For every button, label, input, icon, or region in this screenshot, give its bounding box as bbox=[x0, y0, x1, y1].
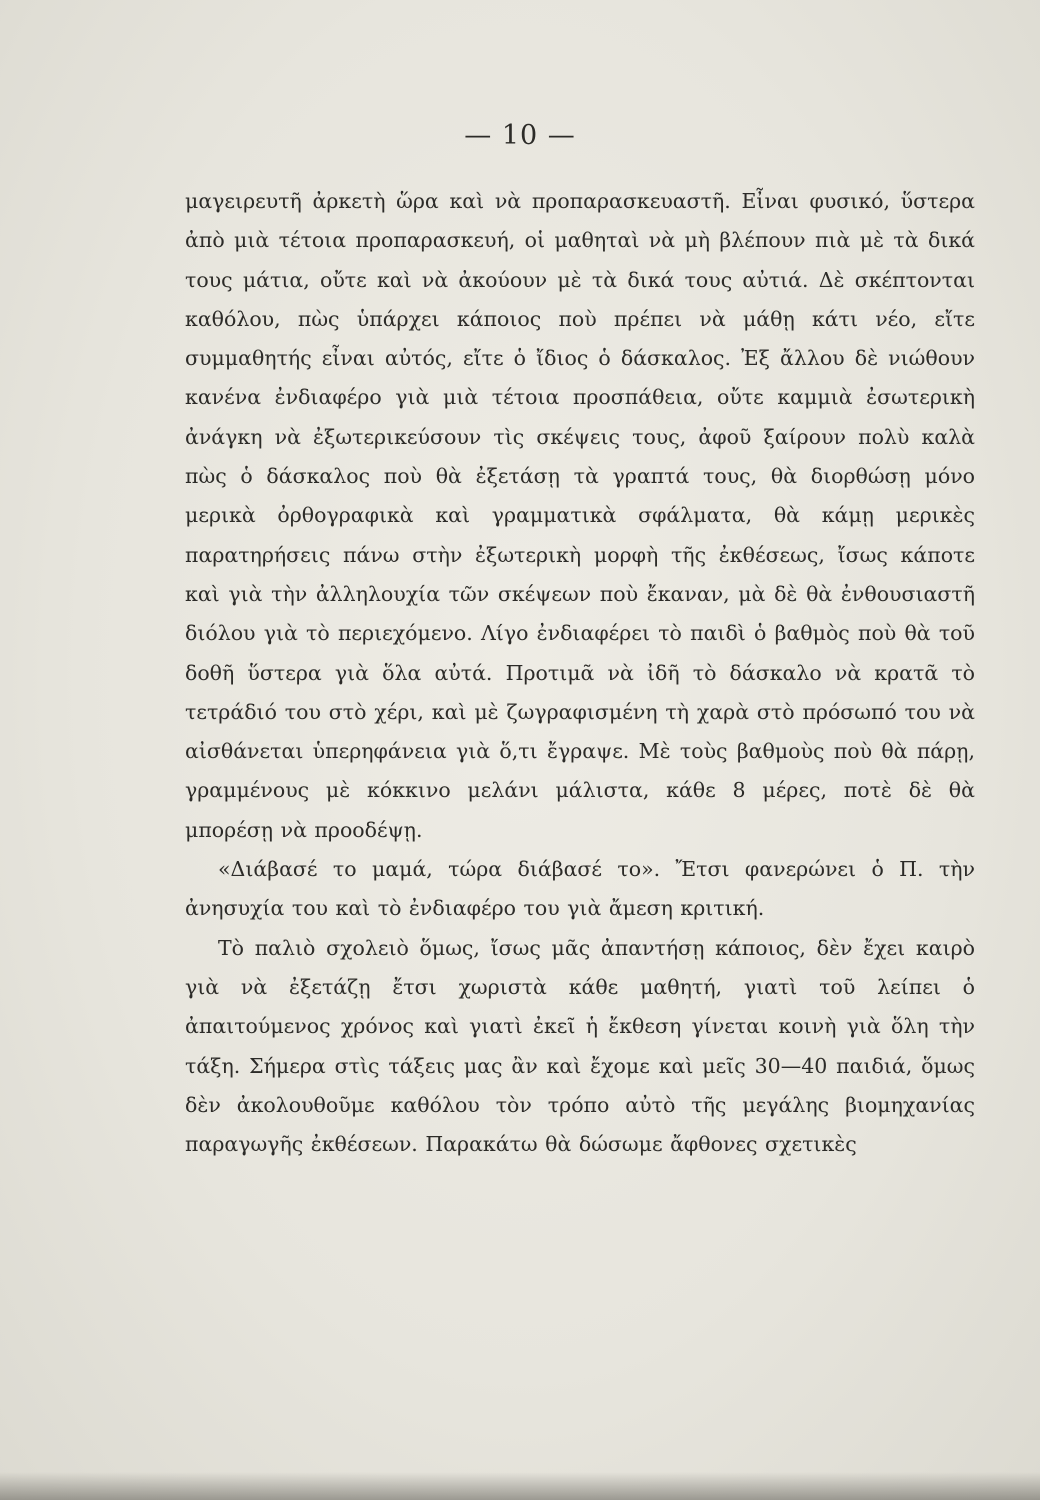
paragraph-3: Τὸ παλιὸ σχολειὸ ὅμως, ἴσως μᾶς ἀπαντήσῃ κάποιος, δὲν ἔχει καιρὸ γιὰ νὰ ἐξετάζῃ ἔτσι χωριστὰ κάθε μαθητή, γιατὶ τοῦ λείπει ὁ ἀπαιτούμενος χρόνος καὶ γιατὶ ἐκεῖ ἡ ἔκθεση γίνεται κοινὴ γιὰ ὅλη τὴν τάξη. Σήμερα στὶς τάξεις μας ἂν καὶ ἔχομε καὶ μεῖς 30—40 παιδιά, ὅμως δὲν ἀκολουθοῦμε καθόλου τὸν τρόπο αὐτὸ τῆς μεγάλης βιομηχανίας παραγωγῆς ἐκθέσεων. Παρακάτω θὰ δώσωμε ἄφθονες σχετικὲς bbox=[185, 935, 975, 1157]
body-text bbox=[185, 182, 975, 1164]
page-number: — 10 — bbox=[464, 120, 576, 151]
scan-bottom-edge bbox=[0, 1472, 1040, 1500]
paragraph-1: μαγειρευτῆ ἀρκετὴ ὥρα καὶ νὰ προπαρασκευαστῆ. Εἶναι φυσικό, ὕστερα ἀπὸ μιὰ τέτοια προπαρασκευή, οἱ μαθηταὶ νὰ μὴ βλέπουν πιὰ μὲ τὰ δικά τους μάτια, οὔτε καὶ νὰ ἀκούουν μὲ τὰ δικά τους αὐτιά. Δὲ σκέπτονται καθόλου, πὼς ὑπάρχει κάποιος ποὺ πρέπει νὰ μάθῃ κάτι νέο, εἴτε συμμαθητής εἶναι αὐτός, εἴτε ὁ ἴδιος ὁ δάσκαλος. Ἐξ ἄλλου δὲ νιώθουν κανένα ἐνδιαφέρο γιὰ μιὰ τέτοια προσπάθεια, οὔτε καμμιὰ ἐσωτερικὴ ἀνάγκη νὰ ἐξωτερικεύσουν τὶς σκέψεις τους, ἀφοῦ ξαίρουν πολὺ καλὰ πὼς ὁ δάσκαλος ποὺ θὰ ἐξετάσῃ τὰ γραπτά τους, θὰ διορθώσῃ μόνο μερικὰ ὀρθογραφικὰ καὶ γραμματικὰ σφάλματα, θὰ κάμῃ μερικὲς παρατηρήσεις πάνω στὴν ἐξωτερικὴ μορφὴ τῆς ἐκθέσεως, ἴσως κάποτε καὶ γιὰ τὴν ἀλληλουχία τῶν σκέψεων ποὺ ἔκαναν, μὰ δὲ θὰ ἐνθουσιαστῆ διόλου γιὰ τὸ περιεχόμενο. Λίγο ἐνδιαφέρει τὸ παιδὶ ὁ βαθμὸς ποὺ θὰ τοῦ δοθῆ ὕστερα γιὰ ὅλα αὐτά. Προτιμᾶ νὰ ἰδῆ τὸ δάσκαλο νὰ κρατᾶ τὸ τετράδιό του στὸ χέρι, καὶ μὲ ζωγραφισμένη τὴ χαρὰ στὸ πρόσωπό του νὰ αἰσθάνεται ὑπερηφάνεια γιὰ ὅ,τι ἔγραψε. Μὲ τοὺς βαθμοὺς ποὺ θὰ πάρῃ, γραμμένους μὲ κόκκινο μελάνι μάλιστα, κάθε 8 μέρες, ποτὲ δὲ θὰ μπορέσῃ νὰ προοδέψῃ. bbox=[185, 189, 975, 842]
paragraph-2: «Διάβασέ το μαμά, τώρα διάβασέ το». Ἔτσι φανερώνει ὁ Π. τὴν ἀνησυχία του καὶ τὸ ἐνδιαφέρο του γιὰ ἄμεση κριτική. bbox=[185, 857, 975, 921]
